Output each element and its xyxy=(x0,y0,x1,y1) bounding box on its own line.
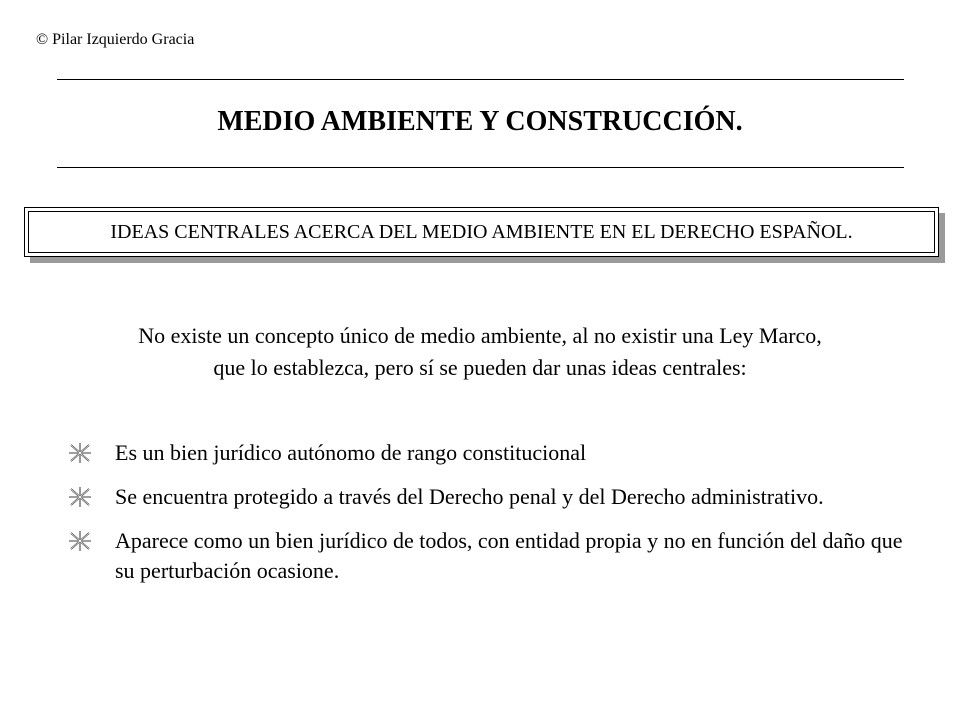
title-divider-top xyxy=(57,79,904,80)
title-divider-bottom xyxy=(57,167,904,168)
list-item xyxy=(66,438,926,468)
list-item-text: Es un bien jurídico autónomo de rango constitucional xyxy=(115,440,587,465)
list-item xyxy=(66,482,926,512)
intro-line-1: No existe un concepto único de medio ambiente, al no existir una Ley Marco, xyxy=(138,323,822,348)
list-item-text: Se encuentra protegido a través del Derecho penal y del Derecho administrativo. xyxy=(115,484,824,509)
page-title: MEDIO AMBIENTE Y CONSTRUCCIÓN. xyxy=(217,106,743,137)
asterisk-bullet-icon xyxy=(66,530,94,552)
list-item-text: Aparece como un bien jurídico de todos, con entidad propia y no en función del daño que su perturbación ocasione. xyxy=(115,528,903,583)
section-heading-box xyxy=(24,207,939,257)
asterisk-bullet-icon xyxy=(66,442,94,464)
ideas-list xyxy=(66,438,926,600)
intro-paragraph xyxy=(40,320,920,384)
intro-line-2: que lo establezca, pero sí se pueden dar unas ideas centrales: xyxy=(213,355,747,380)
copyright-notice: © Pilar Izquierdo Gracia xyxy=(36,31,195,48)
section-heading-label: IDEAS CENTRALES ACERCA DEL MEDIO AMBIENTE EN EL DERECHO ESPAÑOL. xyxy=(28,211,935,253)
list-item xyxy=(66,526,926,586)
asterisk-bullet-icon xyxy=(66,486,94,508)
